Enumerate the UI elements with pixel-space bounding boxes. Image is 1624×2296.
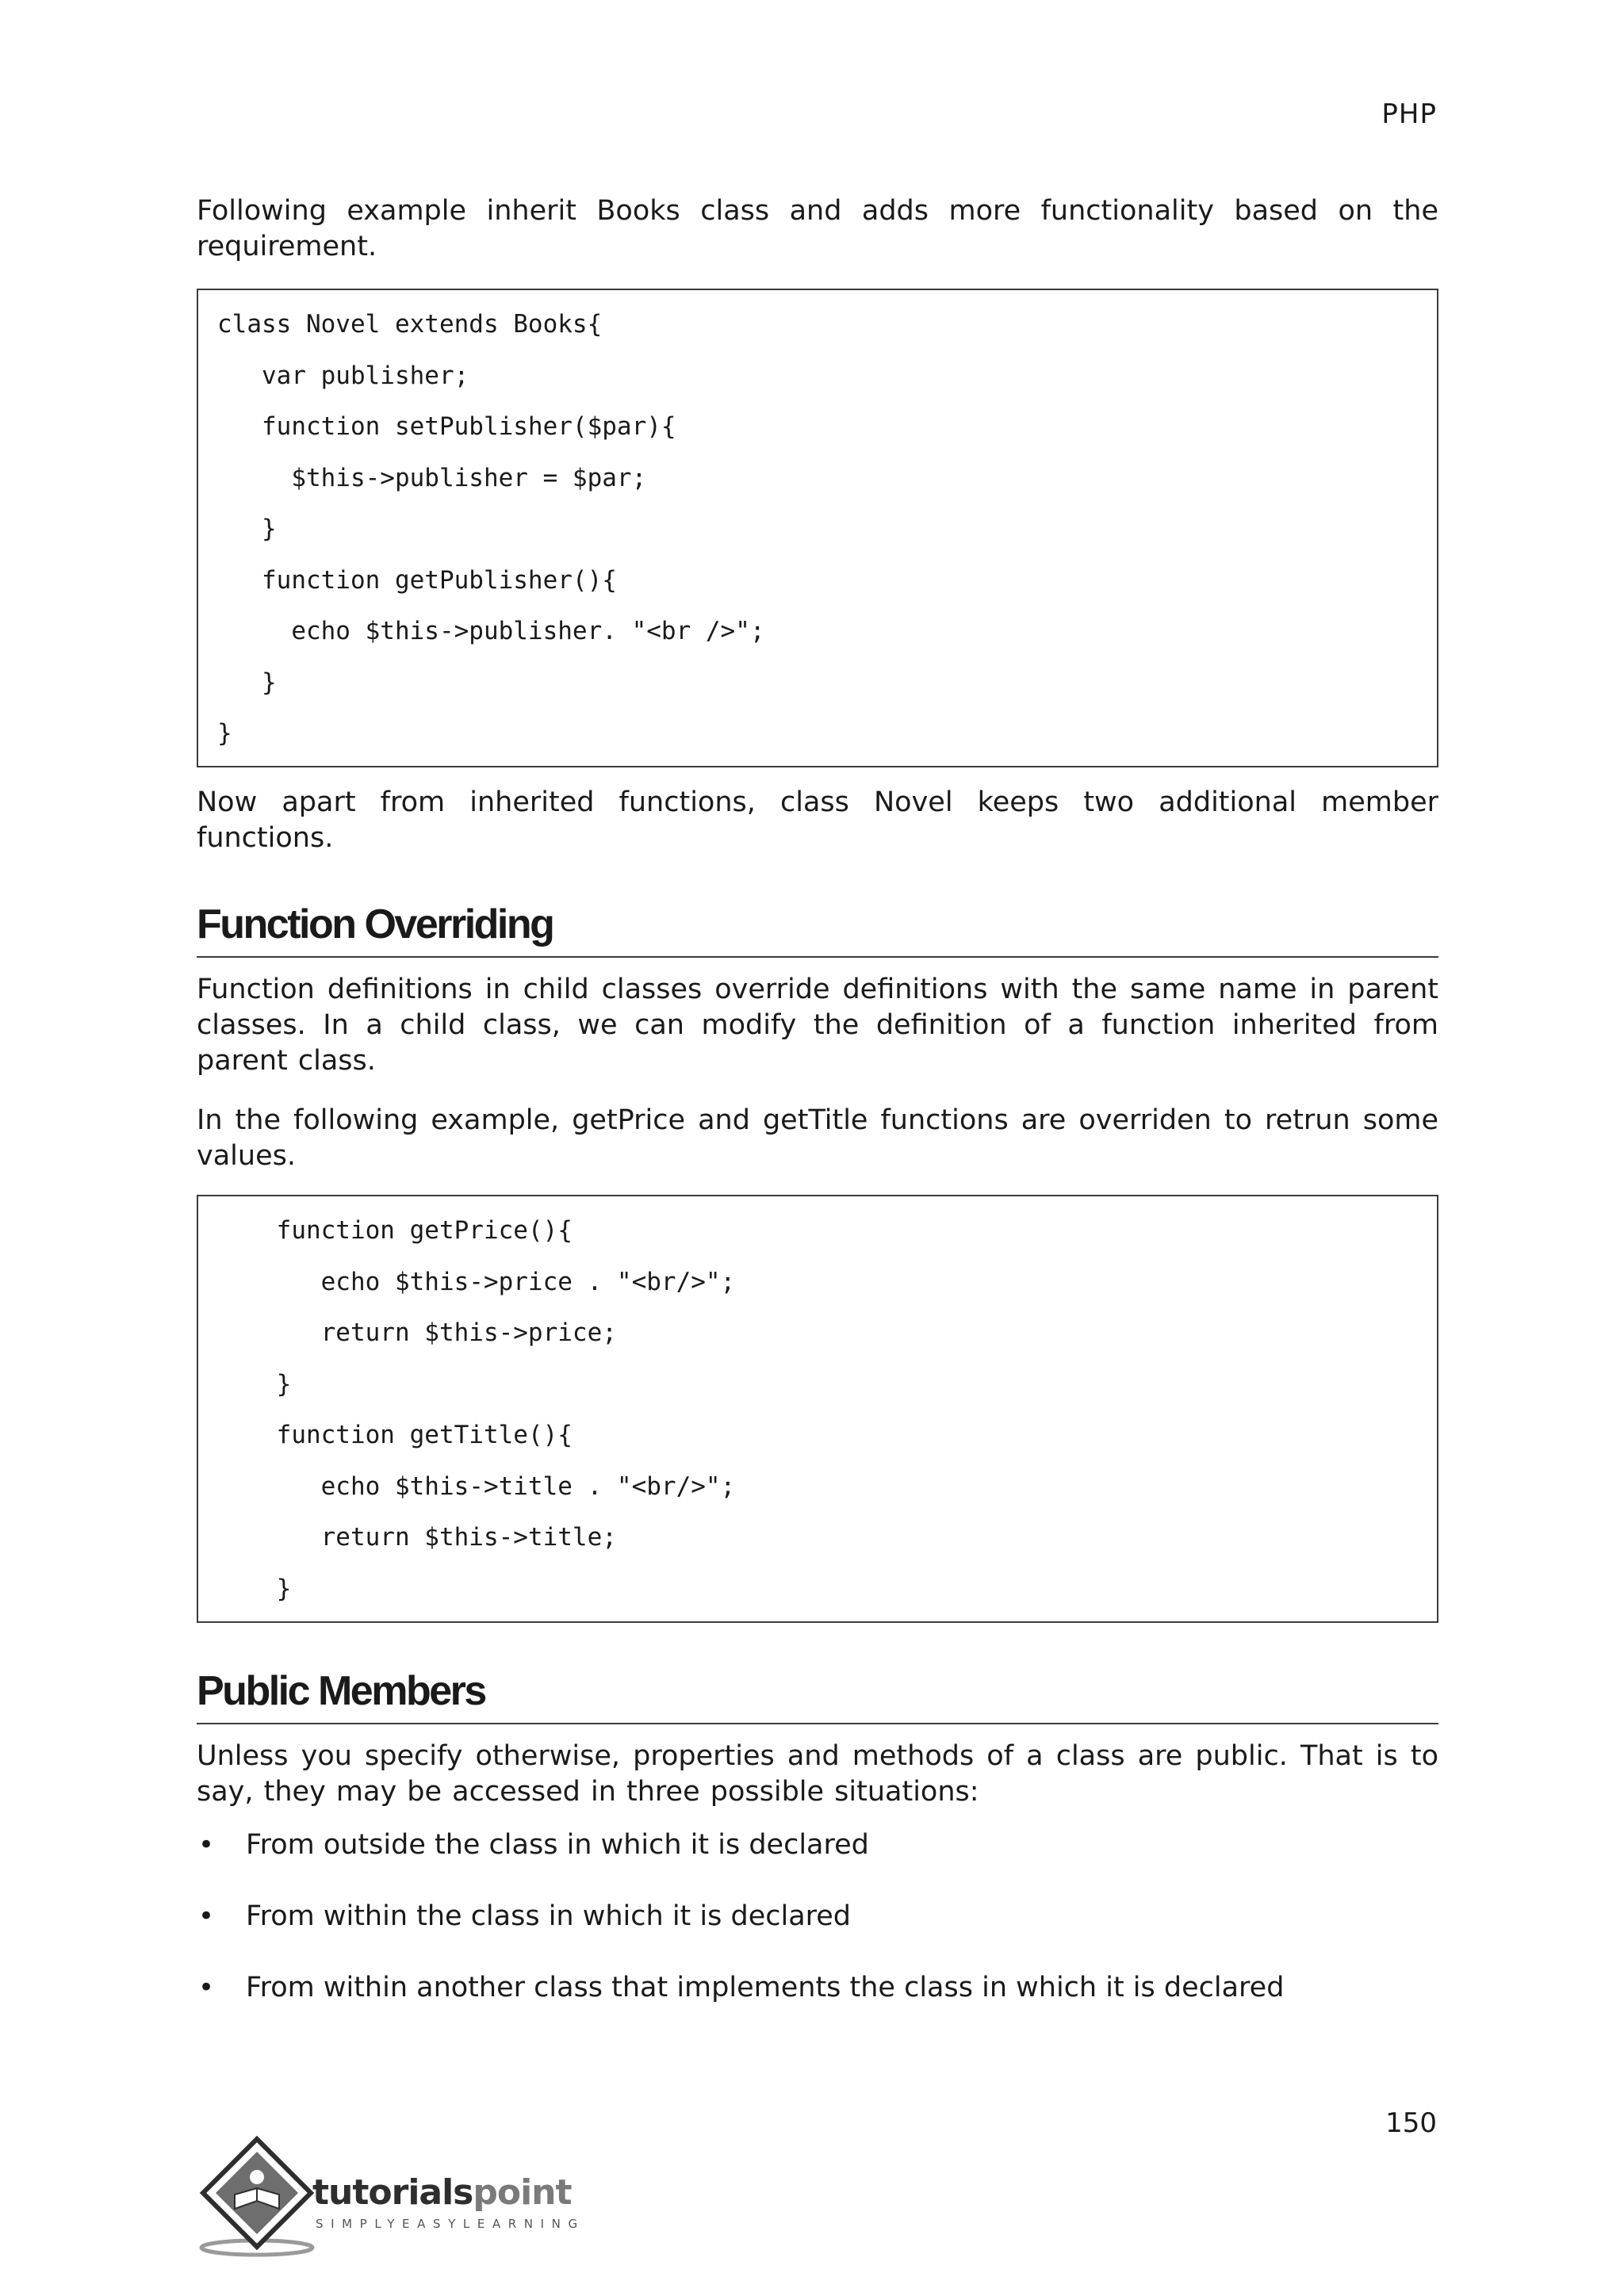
after-code-paragraph: Now apart from inherited functions, class Novel keeps two additional member functions. bbox=[197, 786, 1438, 854]
page-number: 150 bbox=[1385, 2107, 1437, 2139]
code-line: return $this->price; bbox=[217, 1318, 617, 1347]
logo-tagline: SIMPLYEASYLEARNING bbox=[316, 2217, 585, 2231]
code-line: var publisher; bbox=[217, 361, 469, 390]
logo-wordmark-part2: point bbox=[473, 2172, 572, 2213]
logo-wordmark bbox=[312, 2172, 573, 2213]
tutorialspoint-logo bbox=[197, 2133, 609, 2260]
code-line: function getPrice(){ bbox=[217, 1216, 573, 1245]
bullet-icon: • bbox=[198, 1971, 215, 2003]
list-item bbox=[197, 1827, 1438, 1863]
code-line: echo $this->publisher. "<br />"; bbox=[217, 617, 765, 645]
list-item-text: From within another class that implements the class in which it is declared bbox=[246, 1971, 1285, 2003]
public-members-paragraph: Unless you specify otherwise, properties and methods of a class are public. That is to say, they may be accessed in three possible situations: bbox=[197, 1739, 1438, 1808]
section-title-function-overriding: Function Overriding bbox=[197, 901, 1438, 958]
list-item bbox=[197, 1899, 1438, 1934]
code-block-novel-class bbox=[197, 289, 1438, 767]
code-line: } bbox=[217, 668, 277, 697]
overriding-paragraph-2: In the following example, getPrice and getTitle functions are overriden to retrun some values. bbox=[197, 1104, 1438, 1172]
code-block-override-functions bbox=[197, 1195, 1438, 1623]
code-line: function getTitle(){ bbox=[217, 1421, 573, 1449]
code-line: } bbox=[217, 1369, 292, 1399]
code-line: echo $this->price . "<br/>"; bbox=[217, 1267, 736, 1296]
code-line: $this->publisher = $par; bbox=[217, 463, 647, 492]
list-item bbox=[197, 1970, 1438, 2006]
list-item-text: From outside the class in which it is declared bbox=[246, 1828, 869, 1861]
code-line: } bbox=[217, 719, 232, 748]
logo-person-head bbox=[250, 2170, 264, 2184]
intro-paragraph: Following example inherit Books class and adds more functionality based on the requirement. bbox=[197, 195, 1438, 262]
code-line: } bbox=[217, 515, 277, 543]
code-line: } bbox=[217, 1574, 292, 1603]
code-line: return $this->title; bbox=[217, 1523, 617, 1552]
section-title-public-members: Public Members bbox=[197, 1667, 1438, 1724]
bullet-icon: • bbox=[198, 1900, 215, 1932]
code-line: function getPublisher(){ bbox=[217, 565, 617, 595]
list-item-text: From within the class in which it is declared bbox=[246, 1900, 852, 1932]
bullet-icon: • bbox=[198, 1828, 215, 1861]
bullet-list bbox=[197, 1827, 1438, 2006]
running-header: PHP bbox=[1381, 98, 1437, 130]
code-line: class Novel extends Books{ bbox=[217, 310, 603, 339]
page-content bbox=[197, 193, 1438, 2042]
overriding-paragraph-1: Function definitions in child classes override definitions with the same name in parent classes. In a child class, we can modify the definition of a function inherited from parent class. bbox=[197, 974, 1438, 1077]
code-line: echo $this->title . "<br/>"; bbox=[217, 1471, 736, 1501]
code-line: function setPublisher($par){ bbox=[217, 412, 676, 441]
logo-wordmark-part1: tutorials bbox=[312, 2172, 473, 2213]
